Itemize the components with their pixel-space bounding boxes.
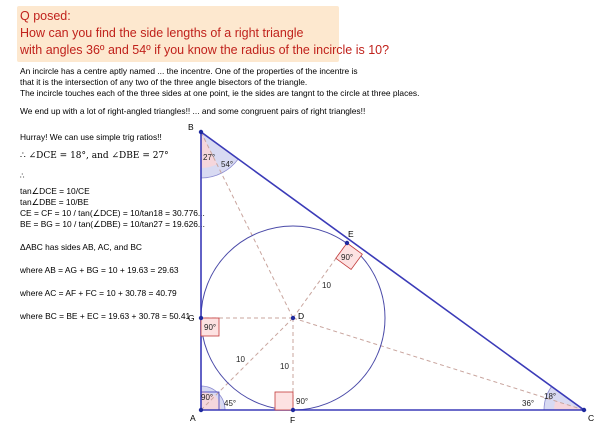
therefore-symbol: ∴ <box>20 172 25 180</box>
label-d: D <box>298 311 305 321</box>
right-angle-label-e: 90° <box>341 253 354 262</box>
bisector-cd <box>293 318 584 410</box>
ab-line: where AB = AG + BG = 10 + 19.63 = 29.63 <box>20 265 179 275</box>
point-f <box>291 408 295 412</box>
point-a <box>199 408 203 412</box>
intro-line-2: that it is the intersection of any two of the three angle bisectors of the triangle. <box>20 77 308 87</box>
right-angle-label-g: 90° <box>204 323 217 332</box>
label-b: B <box>188 122 194 132</box>
angle-label-a-lower: 90° <box>201 393 214 402</box>
angle-label-b-left: 27° <box>203 153 216 162</box>
radius-label-de: 10 <box>322 281 331 290</box>
radius-label-dg: 10 <box>236 355 245 364</box>
point-c <box>582 408 586 412</box>
question-line-1: How can you find the side lengths of a right triangle <box>20 26 304 40</box>
label-c: C <box>588 413 595 423</box>
angle-label-c-upper: 18° <box>544 392 557 401</box>
question-line-2: with angles 36º and 54º if you know the radius of the incircle is 10? <box>20 43 390 57</box>
label-e: E <box>348 229 354 239</box>
tan-dce-line: tan∠DCE = 10/CE <box>20 186 90 196</box>
hurray-text: Hurray! We can use simple trig ratios!! <box>20 132 162 142</box>
angle-label-c-lower: 36° <box>522 399 535 408</box>
point-b <box>199 130 203 134</box>
intro-line-1: An incircle has a centre aptly named ... the incentre. One of the properties of the incentre is <box>20 66 358 76</box>
angle-label-b-right: 54° <box>221 160 234 169</box>
intro-line-3: The incircle touches each of the three sides at one point, ie the sides are tangnt to the circle at three places. <box>20 88 420 98</box>
be-line: BE = BG = 10 / tan(∠DBE) = 10/tan27 = 19.626... <box>20 219 205 229</box>
label-a: A <box>190 413 196 423</box>
point-e <box>345 241 349 245</box>
label-g: G <box>188 313 195 323</box>
angle-conclusion: ∴ ∠DCE = 18°, and ∠DBE = 27° <box>20 151 169 161</box>
bc-line: where BC = BE + EC = 19.63 + 30.78 = 50.41 <box>20 311 191 321</box>
right-angle-label-f: 90° <box>296 397 309 406</box>
question-heading: Q posed: <box>20 9 71 23</box>
ce-line: CE = CF = 10 / tan(∠DCE) = 10/tan18 = 30.776... <box>20 208 205 218</box>
point-d <box>291 316 295 320</box>
tan-dbe-line: tan∠DBE = 10/BE <box>20 197 89 207</box>
angle-label-a-upper: 45° <box>224 399 237 408</box>
triangle-abc <box>201 132 584 410</box>
sides-line: ΔABC has sides AB, AC, and BC <box>20 242 142 252</box>
radius-label-df: 10 <box>280 362 289 371</box>
point-g <box>199 316 203 320</box>
ac-line: where AC = AF + FC = 10 + 30.78 = 40.79 <box>20 288 177 298</box>
label-f: F <box>290 415 296 425</box>
right-angle-box-f <box>275 392 293 410</box>
intro-line-4: We end up with a lot of right-angled triangles!! ... and some congruent pairs of right triangles!! <box>20 106 366 116</box>
